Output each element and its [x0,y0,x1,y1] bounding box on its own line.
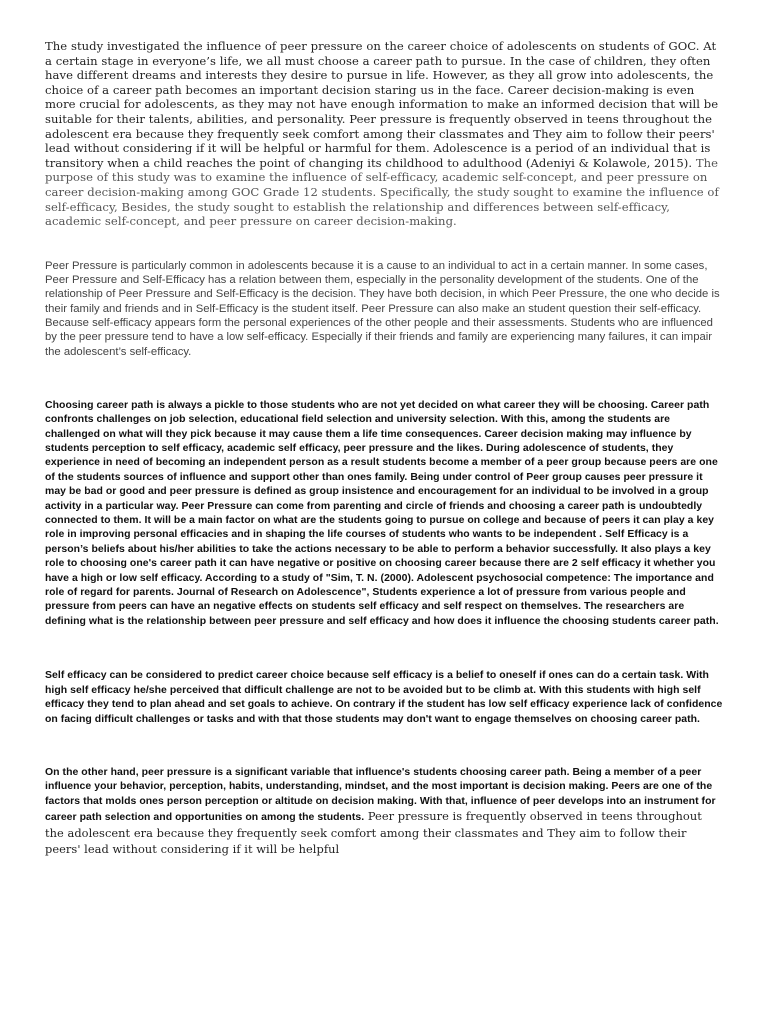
paragraph-peer-pressure-variable-bold: On the other hand, peer pressure is a significant variable that influence's students choosing career path. Being a member of a peer influence your behavior, perception, habits, understanding, mindset, and the most important is decision making. Peers are one of the factors that molds ones person perception or altitude on decision making. With that, influence of peer develops into an instrument for career path selection and opportunities on among the students. [45,766,716,824]
paragraph-self-efficacy-career-choice: Self efficacy can be considered to predict career choice because self efficacy is a belief to oneself if ones can do a certain task. With high self efficacy he/she perceived that difficult challenge are not to be avoided but to be climb at. With this students with high self efficacy they tend to plan ahead and set goals to achieve. On contrary if the student has low self efficacy experience lack of confidence on facing difficult challenges or tasks and with that those students may don't want to engage themselves on choosing career path. [45,670,723,725]
paragraph-peer-pressure-variable-serif: Peer pressure is frequently observed in teens throughout the adolescent era because they frequently seek comfort among their classmates and They aim to follow their peers' lead without considering if it will be helpful [45,809,702,856]
document-page [45,39,723,858]
paragraph-study-overview-purpose: The purpose of this study was to examine the influence of self-efficacy, academic self-concept, and peer pressure on career decision-making among GOC Grade 12 students. Specifically, the study sought to examine the influence of self-efficacy, Besides, the study sought to establish the relationship and differences between self-efficacy, academic self-concept, and peer pressure on career decision-making. [45,155,719,229]
paragraph-peer-pressure-variable [45,766,723,858]
paragraph-peer-pressure-self-efficacy: Peer Pressure is particularly common in adolescents because it is a cause to an individual to act in a certain manner. In some cases, Peer Pressure and Self-Efficacy has a relation between them, especially in the personality development of the students. One of the relationship of Peer Pressure and Self-Efficacy is the decision. They have both decision, in which Peer Pressure, the one who decide is their family and friends and in Self-Efficacy is the student itself. Peer Pressure can also make an student question their self-efficacy. Because self-efficacy appears form the personal experiences of the other people and their assessments. Students who are influenced by the peer pressure tend to have a low self-efficacy. Especially if their friends and family are experiencing many failures, it can impair the adolescent’s self-efficacy. [45,259,720,358]
paragraph-study-overview [45,39,723,229]
paragraph-study-overview-main: The study investigated the influence of peer pressure on the career choice of adolescents on students of GOC. At a certain stage in everyone’s life, we all must choose a career path to pursue. In the case of children, they often have different dreams and interests they desire to pursue in life. However, as they all grow into adolescents, the choice of a career path becomes an important decision staring us in the face. Career decision-making is even more crucial for adolescents, as they may not have enough information to make an informed decision that will be suitable for their talents, abilities, and personality. Peer pressure is frequently observed in teens throughout the adolescent era because they frequently seek comfort among their classmates and They aim to follow their peers' lead without considering if it will be helpful or harmful for them. Adolescence is a period of an individual that is transitory when a child reaches the point of changing its childhood to adulthood (Adeniyi & Kolawole, 2015). [45,39,719,170]
paragraph-choosing-career-path: Choosing career path is always a pickle to those students who are not yet decided on what career they will be choosing. Career path confronts challenges on job selection, educational field selection and university selection. With this, among the students are challenged on what will they pick because it may cause them a life time consequences. Career decision making may influence by students perception to self efficacy, academic self efficacy, peer pressure and the likes. During adolescence of students, they experience in need of becoming an independent person as a result students become a member of a peer group because peers are one of the students sources of influence and support other than ones family. Being under control of Peer group causes peer pressure it may be bad or good and peer pressure is defined as group insistence and encouragement for an individual to be involved in a group activity in a particular way. Peer Pressure can come from parenting and circle of friends and choosing a career path is undoubtedly connected to them. It will be a main factor on what are the students going to pursue on college and because of peers it can play a key role in improving personal efficacies and in shaping the life courses of students who wants to be independent . Self Efficacy is a person’s beliefs about his/her abilities to take the actions necessary to be able to perform a behavior successfully. It also plays a key role to choosing one's career path it can have negative or positive on choosing career because there are 2 self efficacy it whether you have a high or low self efficacy. According to a study of "Sim, T. N. (2000). Adolescent psychosocial competence: The importance and role of regard for parents. Journal of Research on Adolescence", Students experience a lot of pressure from various people and pressure from peers can have an negative effects on students self efficacy and self respect on themselves. The researchers are defining what is the relationship between peer pressure and self efficacy and how does it influence the choosing students career path. [45,399,719,627]
